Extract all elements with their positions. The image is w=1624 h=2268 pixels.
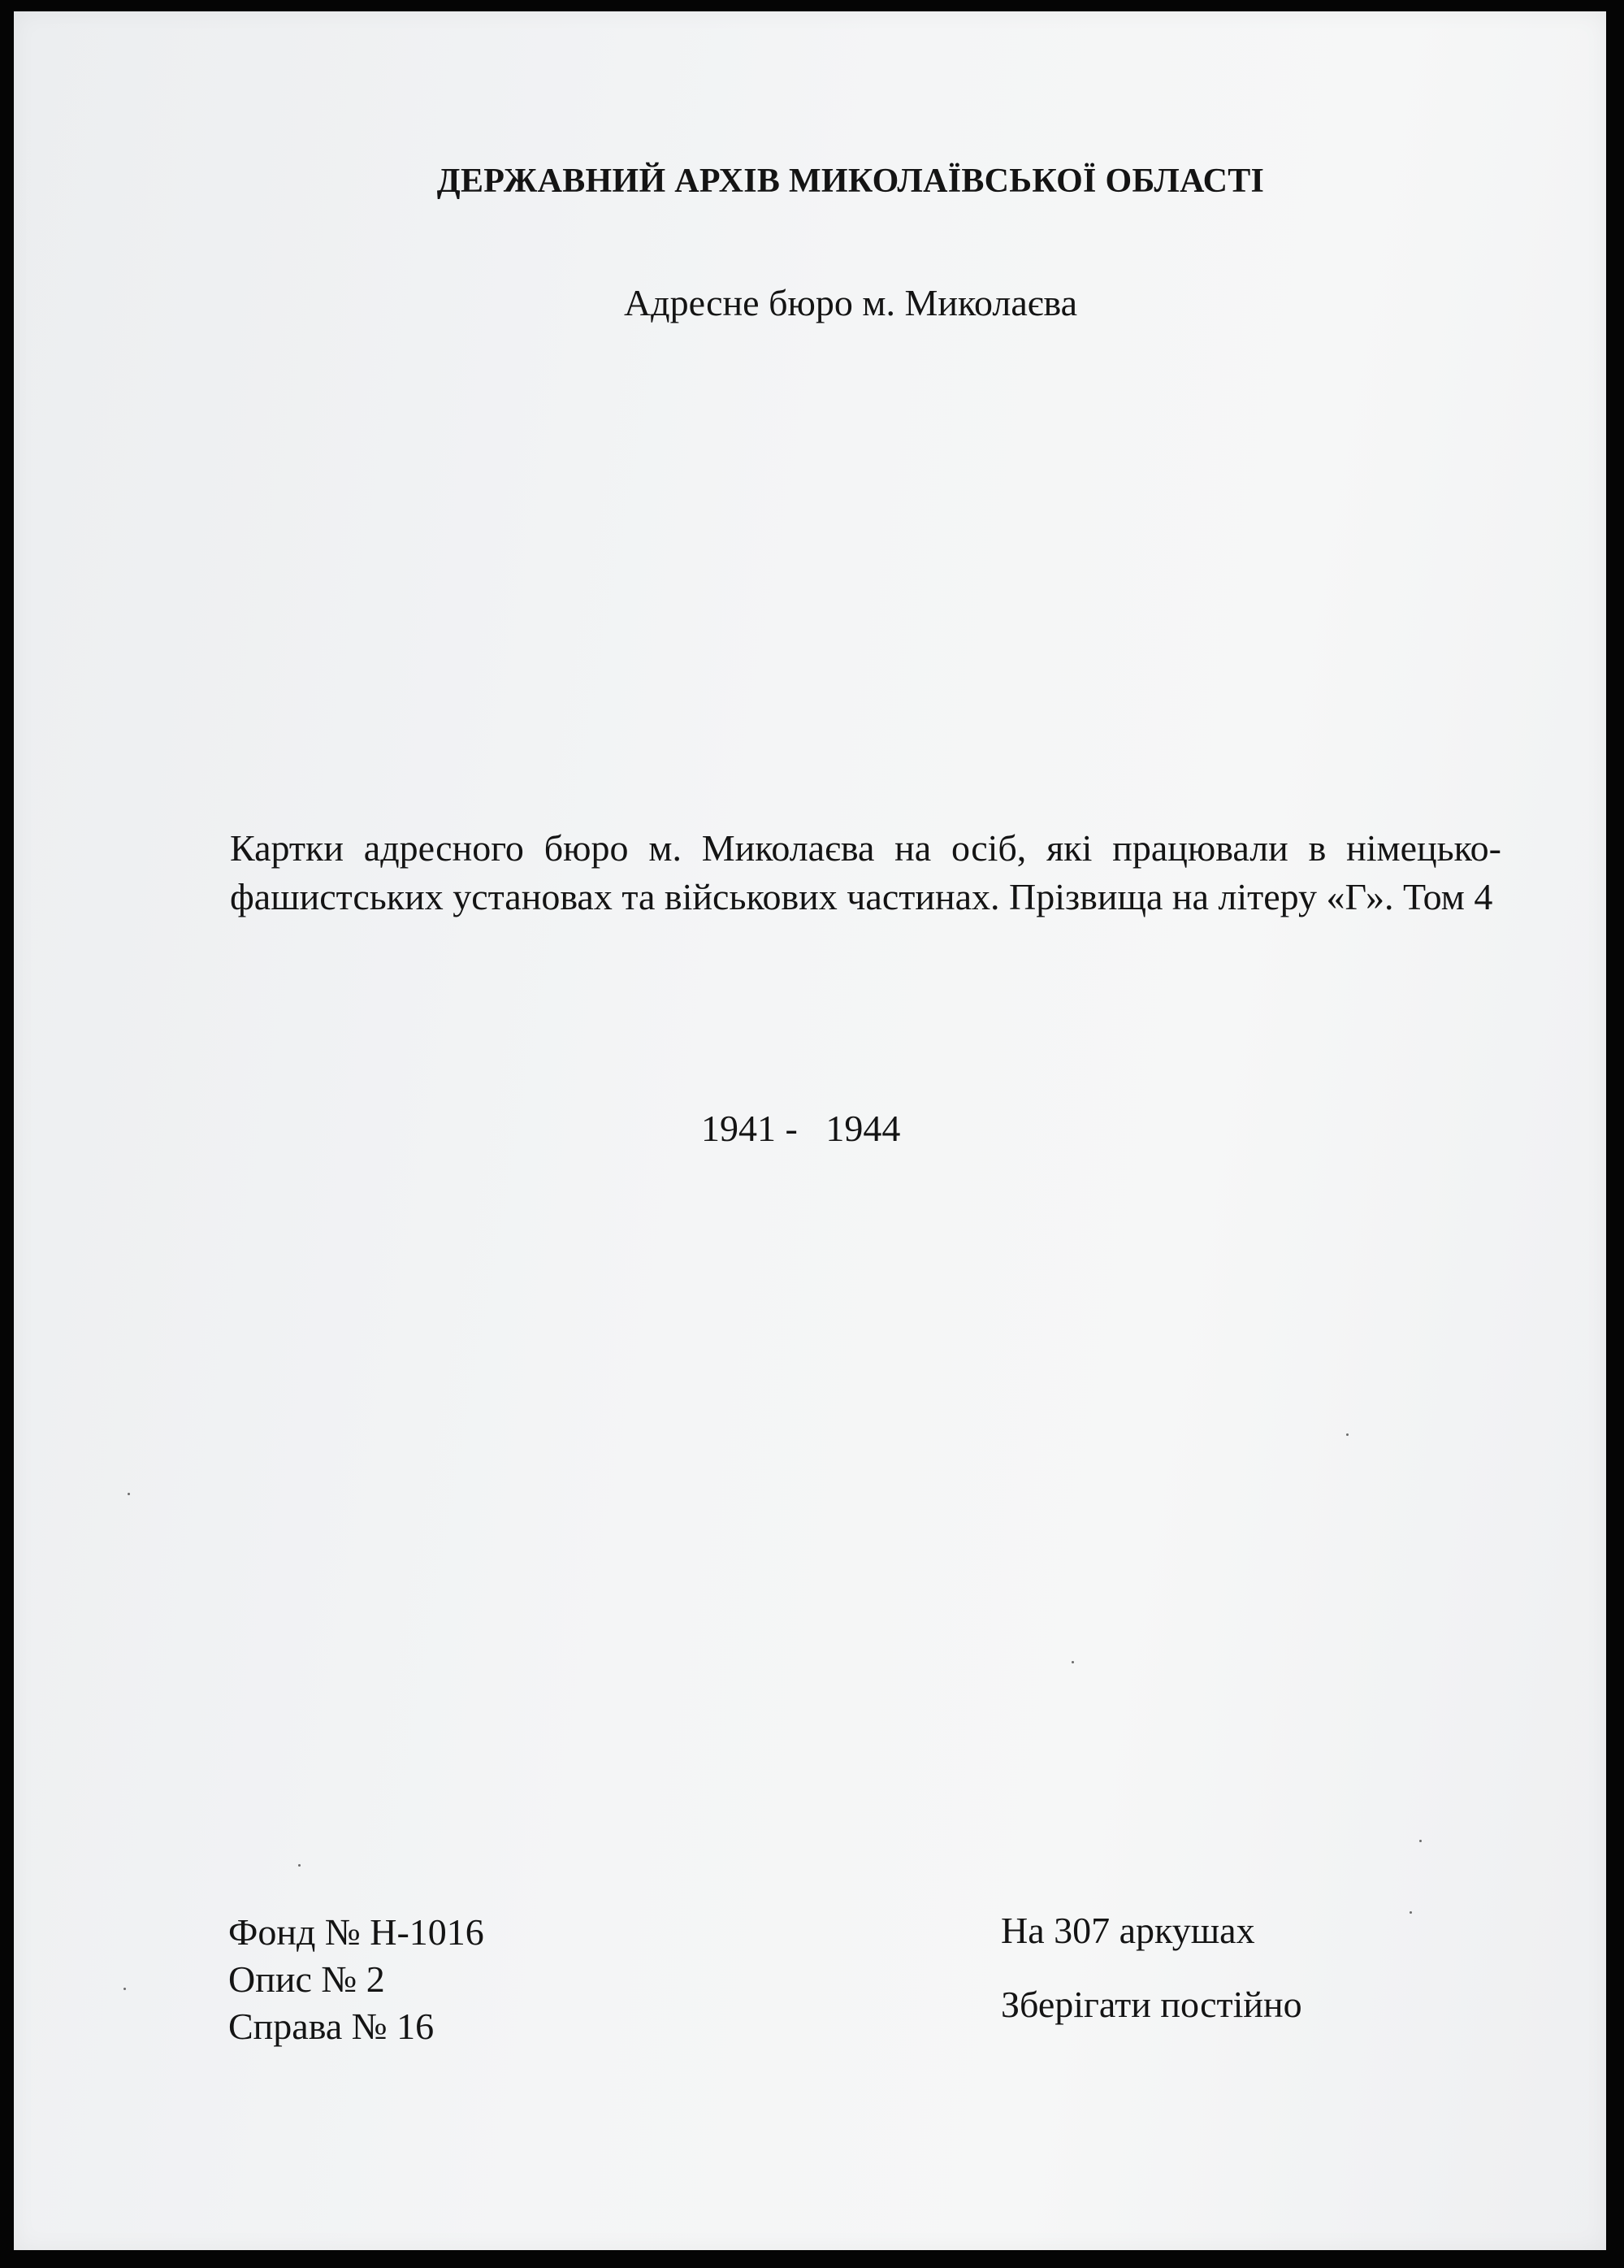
fund-creator-subtitle: Адресне бюро м. Миколаєва (623, 282, 1078, 323)
paper-speck (123, 1988, 126, 1990)
page-count: На 307 аркушах (1001, 1910, 1255, 1951)
file-details-block (1001, 1909, 1302, 2026)
paper-speck (298, 1864, 301, 1867)
retention-period: Зберігати постійно (1001, 1984, 1302, 2025)
paper-speck (1410, 1911, 1412, 1914)
paper-speck (128, 1493, 130, 1495)
fond-number: Фонд № Н-1016 (228, 1911, 484, 1953)
archive-title-page (14, 11, 1606, 2250)
inventory-number: Опис № 2 (228, 1958, 385, 2000)
paper-speck (1072, 1661, 1074, 1663)
paper-speck (1419, 1840, 1422, 1842)
date-range: 1941 - 1944 (701, 1108, 901, 1149)
archival-reference-block (228, 1909, 484, 2050)
paper-speck (1346, 1433, 1349, 1436)
file-description: Картки адресного бюро м. Миколаєва на осіб, які працювали в німецько-фашистських установах та військових частинах. Прізвища на літеру «Г». Том 4 (230, 827, 1501, 917)
file-number: Справа № 16 (228, 2006, 435, 2047)
archive-name-heading: ДЕРЖАВНИЙ АРХІВ МИКОЛАЇВСЬКОЇ ОБЛАСТІ (436, 163, 1265, 200)
